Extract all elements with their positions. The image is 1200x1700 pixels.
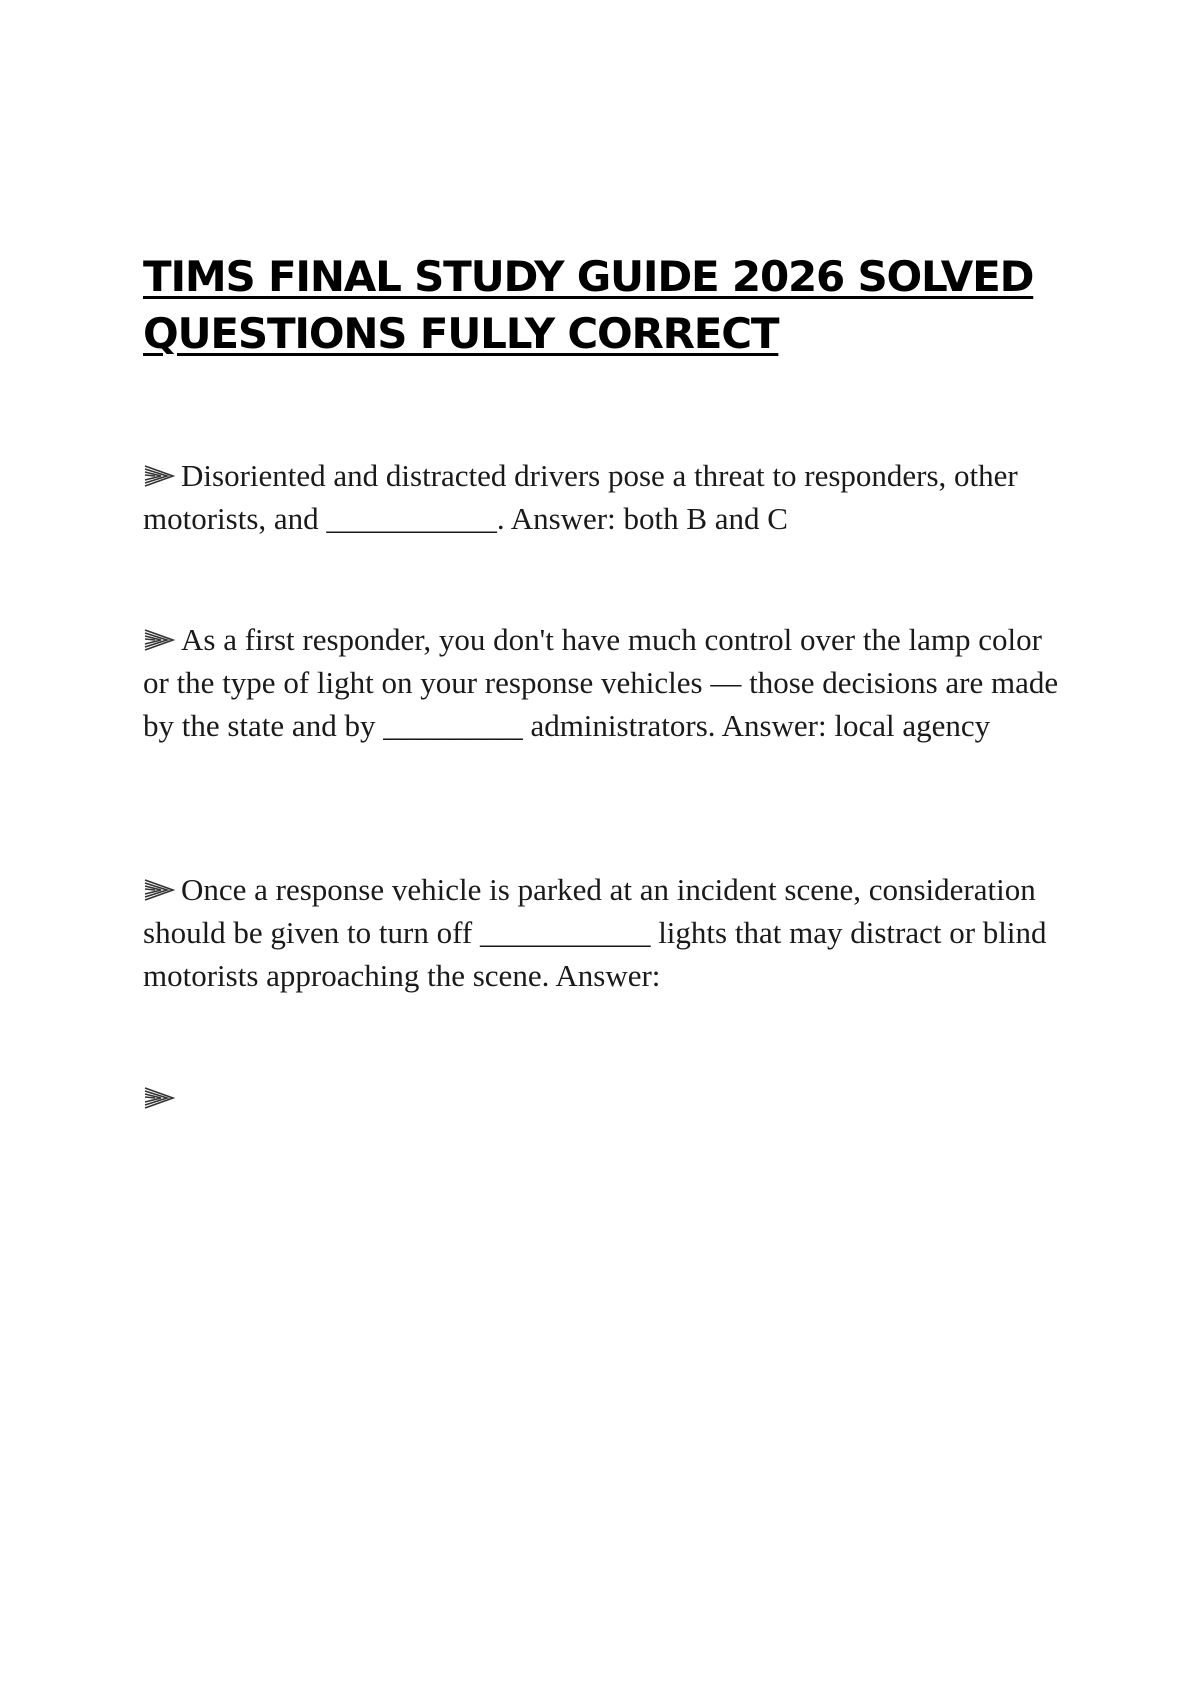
title-line-2: QUESTIONS FULLY CORRECT (143, 309, 779, 358)
question-item (143, 454, 1073, 540)
arrow-bullet-icon (143, 878, 177, 902)
question-text: As a first responder, you don't have much control over the lamp color or the type of light on your response vehicles — those decisions are made by the state and by _________ administrators. Answer: local agency (143, 622, 1059, 743)
question-item (143, 618, 1073, 747)
question-item (143, 868, 1073, 997)
question-text: Once a response vehicle is parked at an incident scene, consideration should be given to turn off ___________ lights that may distract or blind motorists approaching the scene. Answer: (143, 872, 1047, 993)
arrow-bullet-icon (143, 1086, 177, 1110)
question-text: Disoriented and distracted drivers pose a threat to responders, other motorists, and ___________. Answer: both B and C (143, 458, 1018, 536)
arrow-bullet-icon (143, 464, 177, 488)
title-line-1: TIMS FINAL STUDY GUIDE 2026 SOLVED (143, 252, 1034, 301)
arrow-bullet-icon (143, 628, 177, 652)
page-title (143, 248, 1043, 362)
